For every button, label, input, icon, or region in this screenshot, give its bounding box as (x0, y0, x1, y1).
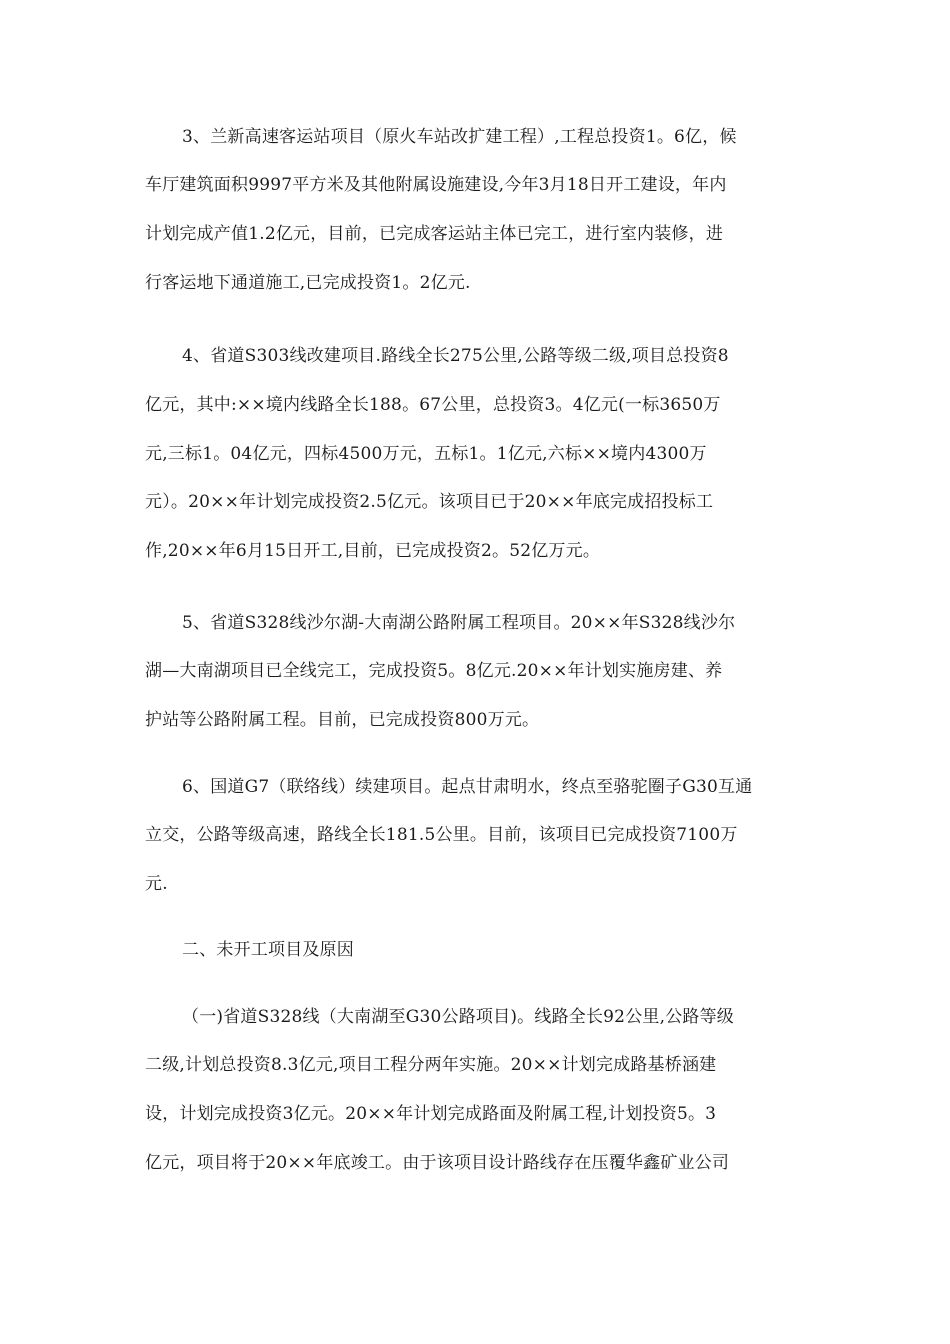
paragraph-5-line-2: 湖—大南湖项目已全线完工，完成投资5。8亿元.20××年计划实施房建、养 (145, 661, 723, 681)
paragraph-3-line-4: 行客运地下通道施工,已完成投资1。2亿元. (145, 273, 471, 293)
paragraph-6-line-3: 元. (145, 874, 168, 894)
paragraph-6-line-1: 6、国道G7（联络线）续建项目。起点甘肃明水，终点至骆驼圈子G30互通 (182, 777, 753, 797)
paragraph-3-line-3: 计划完成产值1.2亿元，目前，已完成客运站主体已完工，进行室内装修，进 (145, 224, 724, 244)
paragraph-3-line-1: 3、兰新高速客运站项目（原火车站改扩建工程）,工程总投资1。6亿，候 (182, 127, 737, 147)
paragraph-a-line-1: （一)省道S328线（大南湖至G30公路项目)。线路全长92公里,公路等级 (182, 1007, 735, 1027)
paragraph-a-line-2: 二级,计划总投资8.3亿元,项目工程分两年实施。20××计划完成路基桥涵建 (145, 1055, 717, 1075)
paragraph-5-line-1: 5、省道S328线沙尔湖-大南湖公路附属工程项目。20××年S328线沙尔 (182, 613, 736, 633)
paragraph-4-line-2: 亿元，其中:××境内线路全长188。67公里，总投资3。4亿元(一标3650万 (145, 395, 721, 415)
paragraph-4-line-3: 元,三标1。04亿元，四标4500万元，五标1。1亿元,六标××境内4300万 (145, 444, 707, 464)
paragraph-3-line-2: 车厅建筑面积9997平方米及其他附属设施建设,今年3月18日开工建设，年内 (145, 175, 727, 195)
paragraph-4-line-4: 元）。20××年计划完成投资2.5亿元。该项目已于20××年底完成招投标工 (145, 492, 714, 512)
paragraph-4-line-1: 4、省道S303线改建项目.路线全长275公里,公路等级二级,项目总投资8 (182, 346, 729, 366)
paragraph-4-line-5: 作,20××年6月15日开工,目前，已完成投资2。52亿万元。 (145, 541, 601, 561)
paragraph-5-line-3: 护站等公路附属工程。目前，已完成投资800万元。 (145, 710, 540, 730)
paragraph-a-line-3: 设，计划完成投资3亿元。20××年计划完成路面及附属工程,计划投资5。3 (145, 1104, 717, 1124)
paragraph-a-line-4: 亿元，项目将于20××年底竣工。由于该项目设计路线存在压覆华鑫矿业公司 (145, 1153, 730, 1173)
paragraph-6-line-2: 立交，公路等级高速，路线全长181.5公里。目前，该项目已完成投资7100万 (145, 825, 738, 845)
section-heading: 二、未开工项目及原因 (182, 940, 354, 960)
